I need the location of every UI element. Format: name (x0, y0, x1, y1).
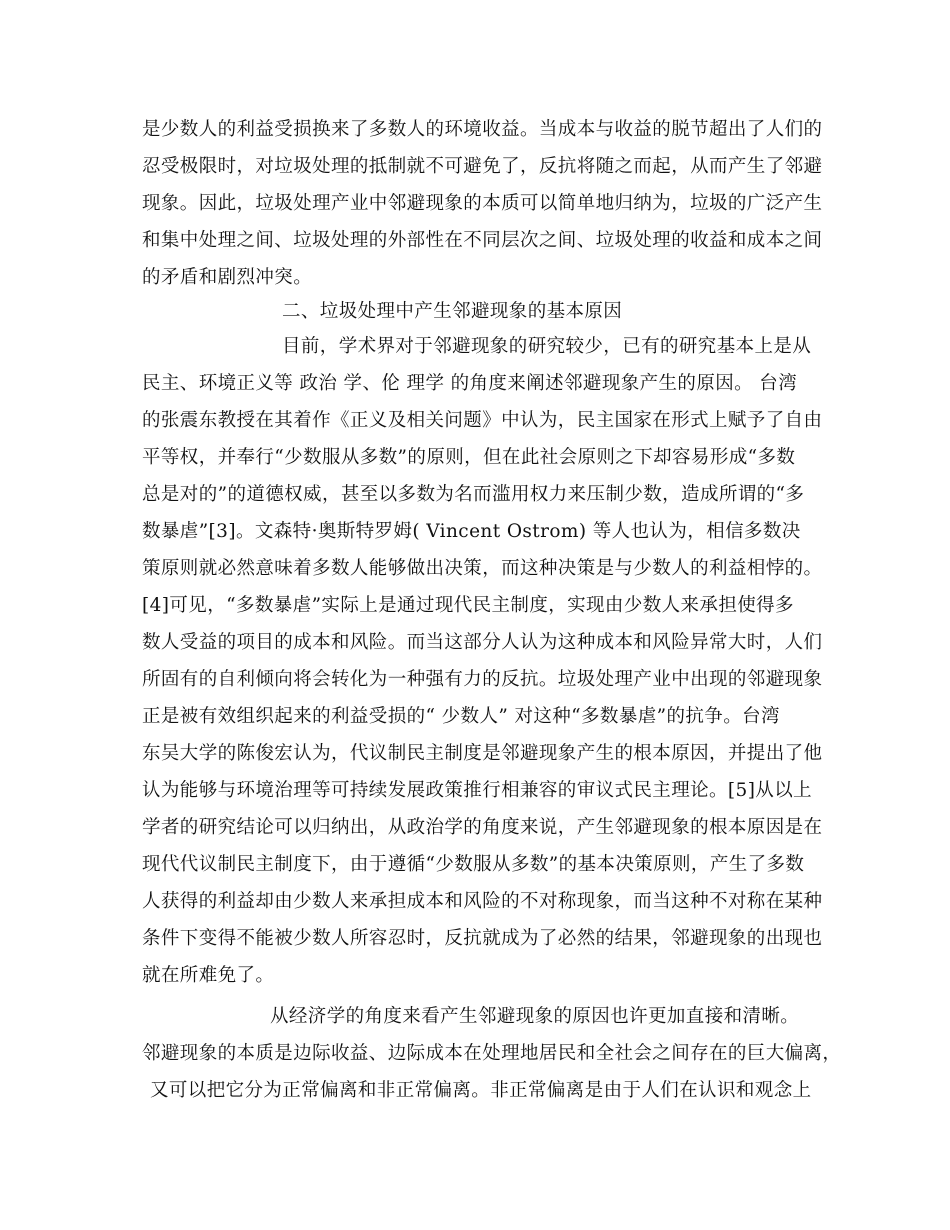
text-line: 数人受益的项目的成本和风险。而当这部分人认为这种成本和风险异常大时，人们 (142, 632, 823, 653)
text-line: 现代代议制民主制度下，由于遵循“少数服从多数”的基本决策原则，产生了多数 (142, 854, 805, 875)
text-line: 总是对的”的道德权威，甚至以多数为名而滥用权力来压制少数，造成所谓的“多 (142, 484, 805, 505)
text-line: 又可以把它分为正常偏离和非正常偏离。非正常偏离是由于人们在认识和观念上 (150, 1080, 812, 1101)
text-line: 东吴大学的陈俊宏认为，代议制民主制度是邻避现象产生的根本原因，并提出了他 (142, 743, 823, 764)
text-line: 认为能够与环境治理等可持续发展政策推行相兼容的审议式民主理论。[5]从以上 (142, 780, 813, 801)
text-line: 所固有的自利倾向将会转化为一种强有力的反抗。垃圾处理产业中出现的邻避现象 (142, 669, 823, 690)
text-line: 目前，学术界对于邻避现象的研究较少，已有的研究基本上是从 (282, 336, 812, 357)
text-line: 平等权，并奉行“少数服从多数”的原则，但在此社会原则之下却容易形成“多数 (142, 447, 796, 468)
text-line: 的张震东教授在其着作《正义及相关问题》中认为，民主国家在形式上赋予了自由 (142, 410, 823, 431)
text-line: 条件下变得不能被少数人所容忍时，反抗就成为了必然的结果，邻避现象的出现也 (142, 928, 823, 949)
text-line: 就在所难免了。 (142, 965, 275, 986)
text-line: 的矛盾和剧烈冲突。 (142, 267, 313, 288)
text-line: [4]可见，“多数暴虐”实际上是通过现代民主制度，实现由少数人来承担使得多 (142, 595, 794, 616)
text-line: 正是被有效组织起来的利益受损的“ 少数人” 对这种“多数暴虐”的抗争。台湾 (142, 706, 780, 727)
text-line: 学者的研究结论可以归纳出，从政治学的角度来说，产生邻避现象的根本原因是在 (142, 817, 823, 838)
text-line: 忍受极限时，对垃圾处理的抵制就不可避免了，反抗将随之而起，从而产生了邻避 (142, 156, 823, 177)
text-line: 从经济学的角度来看产生邻避现象的原因也许更加直接和清晰。 (270, 1006, 800, 1027)
text-line: 数暴虐”[3]。文森特·奥斯特罗姆( Vincent Ostrom) 等人也认为，相信多数决 (142, 521, 801, 542)
text-line: 是少数人的利益受损换来了多数人的环境收益。当成本与收益的脱节超出了人们的 (142, 119, 823, 140)
section-heading: 二、垃圾处理中产生邻避现象的基本原因 (282, 301, 623, 322)
text-line: 现象。因此，垃圾处理产业中邻避现象的本质可以简单地归纳为，垃圾的广泛产生 (142, 193, 823, 214)
text-line: 邻避现象的本质是边际收益、边际成本在处理地居民和全社会之间存在的巨大偏离， (142, 1043, 842, 1064)
text-line: 和集中处理之间、垃圾处理的外部性在不同层次之间、垃圾处理的收益和成本之间 (142, 230, 823, 251)
text-line: 民主、环境正义等 政治 学、伦 理学 的角度来阐述邻避现象产生的原因。 台湾 (142, 373, 798, 394)
text-line: 策原则就必然意味着多数人能够做出决策，而这种决策是与少数人的利益相悖的。 (142, 558, 823, 579)
text-line: 人获得的利益却由少数人来承担成本和风险的不对称现象，而当这种不对称在某种 (142, 891, 823, 912)
